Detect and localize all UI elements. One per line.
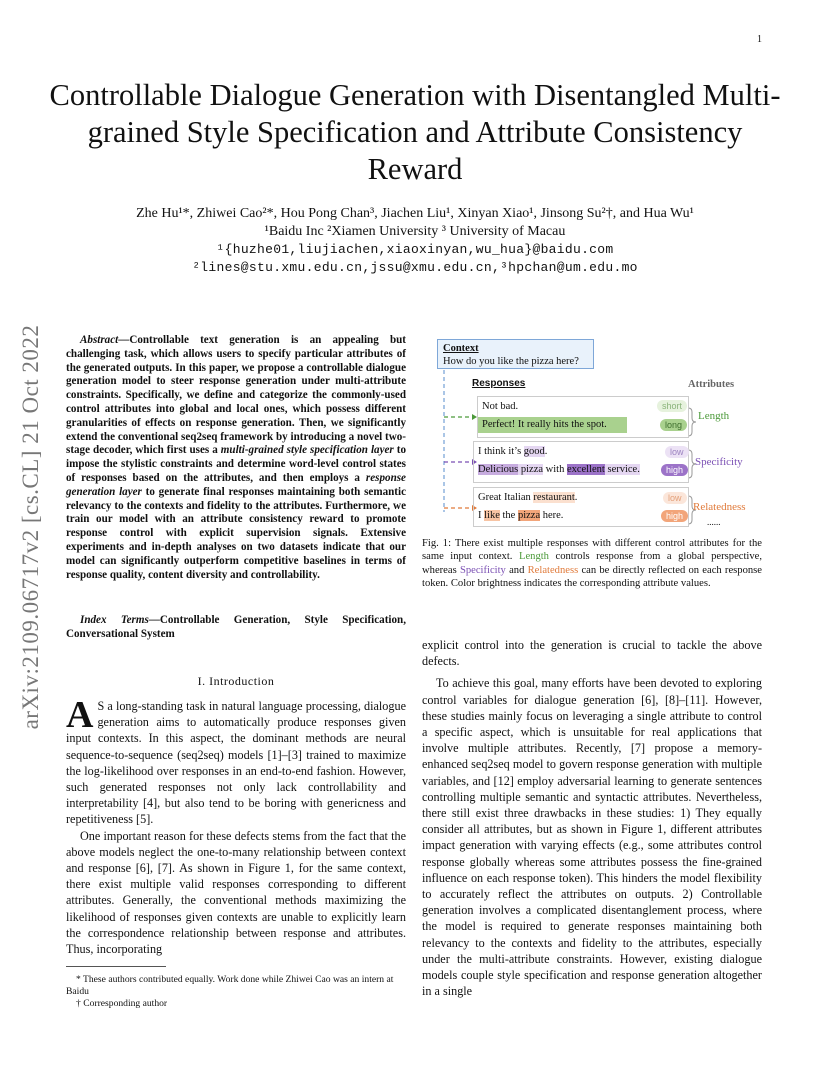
tag-low-rel: low: [663, 492, 687, 504]
length-response-long: Perfect! It really hits the spot.: [478, 417, 627, 433]
author-affiliations: ¹Baidu Inc ²Xiamen University ³ University of Macau: [264, 224, 566, 239]
tag-high-rel: high: [661, 510, 688, 522]
index-terms-text: —Controllable Generation, Style Specification, Conversational System: [66, 614, 406, 640]
length-response-short: Not bad.: [482, 401, 519, 412]
intro-paragraph-2: One important reason for these defects stems from the fact that the above models neglect the one-to-many relationship between context and response [6], [7]. As shown in Figure 1, for the same context, there exist multiple valid responses corresponding to different attributes. Generally, the conventional methods maximizing the likelihood of responses given contexts are unable to explicitly learn the correspondence relationship between response and attributes. Thus, incorporating: [66, 828, 406, 957]
tag-low-spec: low: [665, 446, 689, 458]
abstract-text-3: to generate final responses maintaining both semantic relevancy to the contexts and fidelity to the attributes. Furthermore, we train our model with an attribute consistency reward to promote response control with explicit supervision signals. Extensive experiments and in-depth analyses on two datasets indicate that our model can significantly outperform competitive baselines in terms of response quality, content diversity and controllability.: [66, 485, 406, 581]
context-text: How do you like the pizza here?: [443, 356, 579, 367]
right-paragraph-1: To achieve this goal, many efforts have been devoted to exploring control variables for dialogue generation [6], [8]–[11]. However, these studies mainly focus on leveraging a single attribute to control a specific aspect, which is unsuitable for real applications that involve multiple attributes. Recently, [7] propose a memory-enhanced seq2seq model to govern response generation with multiple variables, and [12] employ adversarial learning to generate sentences controlling multiple semantic and syntactic attributes. Nevertheless, there still exist three drawbacks in these studies: 1) They equally consider all attributes, but as shown in Figure 1, different attributes impact generation with varying effects (e.g., some attributes control response globally whereas some attributes possess the fine-grained influence on each response token). This hinders the model flexibility to accurately reflect the attributes on outputs. 2) Controllable generation involves a complicated disentanglement process, where the model is required to generate responses maintaining both relevancy to the contexts and fidelity to the attributes, especially under the multi-attribute constraints. However, existing dialogue models couple style specification and response generation altogether in a single: [422, 676, 762, 999]
abstract-text-2: to impose the stylistic constraints and determine word-level control states of responses based on the attributes, and then employs a: [66, 444, 406, 484]
responses-label: Responses: [472, 378, 526, 389]
author-emails-2: ²lines@stu.xmu.edu.cn,jssu@xmu.edu.cn,³hpchan@um.edu.mo: [192, 260, 638, 275]
author-emails-1: ¹{huzhe01,liujiachen,xiaoxinyan,wu_hua}@baidu.com: [216, 242, 614, 257]
abstract-label: Abstract: [80, 334, 119, 346]
figure-1: [422, 336, 762, 530]
specificity-response-high: Delicious pizza with excellent service.: [478, 464, 640, 475]
tag-high-spec: high: [661, 464, 688, 476]
attributes-label: Attributes: [688, 379, 735, 390]
abstract-em-2: response generation layer: [66, 471, 406, 498]
page-number: 1: [757, 34, 762, 45]
paper-title: Controllable Dialogue Generation with Disentangled Multi-grained Style Specification and Attribute Consistency Reward: [49, 78, 781, 186]
index-terms: [66, 614, 406, 642]
intro-paragraph-1: [66, 694, 406, 828]
intro-p1-text: S a long-standing task in natural language processing, dialogue generation aims to automatically produce responses given input contexts. In this aspect, the dominant methods are neural sequence-to-sequence (seq2seq) models [1]–[3] trained to maximize the log-likelihood over responses in an end-to-end fashion. However, such generated responses not only lack controllability and interpretability [4], but also tend to be boring with genericness and repetitiveness [5].: [66, 699, 406, 827]
drop-cap: A: [66, 694, 94, 736]
abstract-em-1: multi-grained style specification layer: [220, 444, 394, 457]
footnote-divider: [66, 966, 166, 967]
relatedness-response-low: Great Italian restaurant.: [478, 492, 578, 503]
footnote-corresponding: † Corresponding author: [76, 998, 168, 1009]
attr-relatedness: Relatedness: [693, 501, 746, 513]
specificity-response-low: I think it’s good.: [478, 446, 548, 457]
arxiv-stamp-text: arXiv:2109.06717v2 [cs.CL] 21 Oct 2022: [18, 324, 43, 730]
abstract: [66, 334, 406, 582]
intro-text: [66, 694, 406, 957]
right-paragraph-0: explicit control into the generation is crucial to tackle the above defects.: [422, 638, 762, 669]
author-block: [60, 205, 770, 277]
figure-ellipsis: ......: [707, 517, 721, 527]
footnote-equal: * These authors contributed equally. Work done while Zhiwei Cao was an intern at Baidu: [66, 974, 394, 997]
right-column-text: [422, 637, 762, 999]
section-heading: I. Introduction: [197, 674, 275, 688]
attr-length: Length: [698, 410, 730, 422]
relatedness-response-high: I like the pizza here.: [478, 510, 564, 521]
author-names: Zhe Hu¹*, Zhiwei Cao²*, Hou Pong Chan³, Jiachen Liu¹, Xinyan Xiao¹, Jinsong Su²†, and Hua Wu¹: [136, 206, 694, 221]
figure-caption: Fig. 1: There exist multiple responses with different control attributes for the same input context. Length controls response from a global perspective, whereas Specificity and Relatedness can be directly reflected on each response token. Color brightness indicates the corresponding attribute values.: [422, 538, 763, 590]
attr-specificity: Specificity: [695, 456, 743, 468]
arxiv-stamp: [18, 292, 44, 762]
footnotes: [66, 974, 406, 1010]
abstract-text-1: —Controllable text generation is an appealing but challenging task, which allows users to specify particular attributes of the generated outputs. In this paper, we propose a controllable dialogue generation model to steer response generation under multi-attribute constraints. Specifically, we define and categorize the commonly-used control attributes into global and local ones, which possess different granularities of effects on response generation. Then, we significantly extend the conventional seq2seq framework by introducing a novel two-stage decoder, which first uses a: [66, 334, 406, 457]
tag-long: long: [660, 419, 687, 431]
index-terms-label: Index Terms: [80, 614, 149, 626]
tag-short: short: [657, 400, 687, 412]
context-label: Context: [443, 343, 479, 354]
